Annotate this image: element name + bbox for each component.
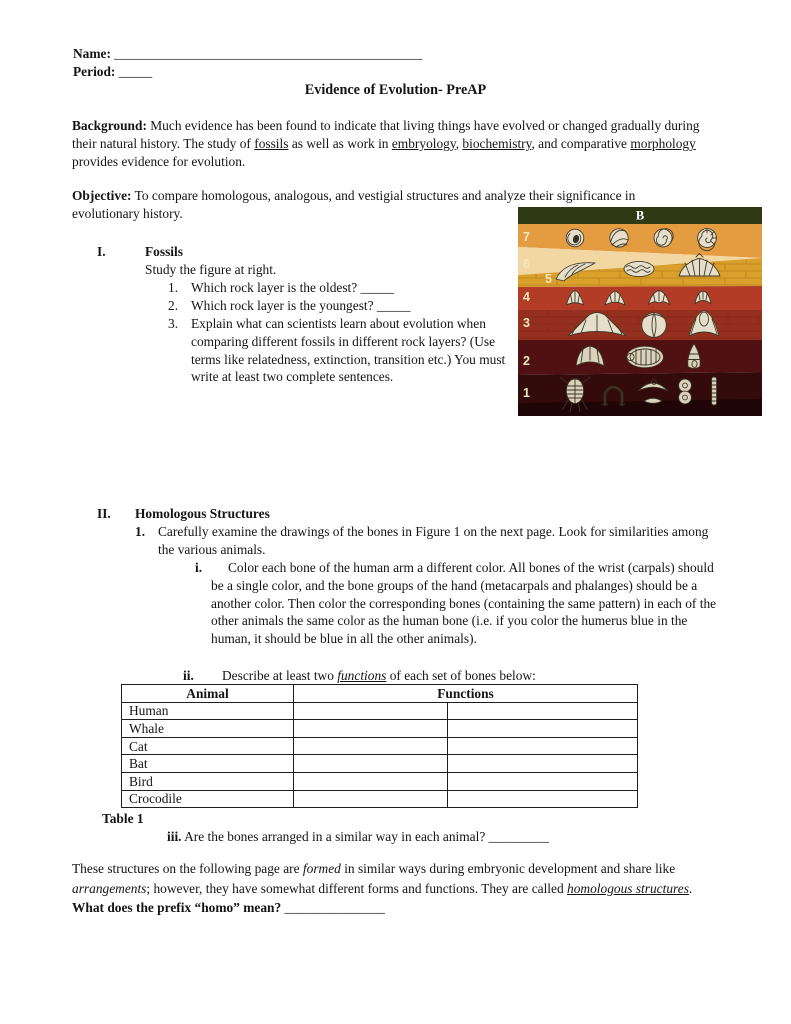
period-label: Period: (73, 64, 116, 79)
text-segment: fossils (254, 135, 289, 151)
rock-layers-fossil-figure (518, 207, 762, 416)
text-segment: Background: (72, 118, 147, 133)
animal-cell: Bird (122, 772, 294, 790)
fossil-trilobite-oval (627, 346, 664, 368)
text-segment: To compare homologous, analogous, and vestigial structures and analyze their significance in evolutionary history. (72, 188, 636, 221)
layer-number-3: 3 (523, 316, 530, 330)
sub-item-i-text: Color each bone of the human arm a different color. All bones of the wrist (carpals) should be a single color, and the bone groups of the hand (metacarpals and phalanges) should be a another color. Then color the corresponding bones (containing the same pattern) in each of the other animals the same color as the human bone (i.e. if you color the humerus blue in the human, it should be blue in all the other animals). (211, 560, 717, 647)
text-segment: functions (337, 668, 387, 683)
question2-number: 2. (168, 298, 179, 313)
section2-item1-number: 1. (135, 524, 146, 539)
column-header-functions: Functions (294, 685, 638, 703)
layer-number-6: 6 (523, 257, 530, 271)
background-paragraph (72, 117, 727, 170)
fossil-honeycomb-coral (624, 261, 654, 276)
table-header-row (122, 685, 638, 703)
functions-cell[interactable] (294, 755, 448, 773)
animal-cell: Crocodile (122, 790, 294, 808)
functions-cell[interactable] (294, 772, 448, 790)
column-header-animal: Animal (122, 685, 294, 703)
page-title: Evidence of Evolution- PreAP (304, 82, 487, 98)
section1-numeral: I. (97, 244, 106, 259)
name-blank[interactable]: ______________________________________________ (114, 46, 423, 61)
fossil-turban-snail (610, 229, 628, 247)
text-segment: , (455, 135, 463, 151)
text-segment: Are the bones arranged in a similar way in each animal? (181, 829, 489, 844)
functions-cell[interactable] (448, 737, 638, 755)
period-field-row (73, 63, 152, 81)
table-row-bat (122, 755, 638, 773)
table-row-cat (122, 737, 638, 755)
section1-intro: Study the figure at right. (145, 262, 277, 277)
layer-number-4: 4 (523, 290, 530, 304)
layer-number-7: 7 (523, 230, 530, 244)
period-blank[interactable]: _____ (118, 64, 153, 79)
animal-cell: Human (122, 702, 294, 720)
functions-cell[interactable] (448, 755, 638, 773)
closing-paragraph (72, 859, 712, 918)
question1-blank[interactable]: _____ (360, 280, 395, 295)
text-segment: of each set of bones below: (386, 668, 536, 683)
text-segment: provides evidence for evolution. (72, 153, 246, 169)
text-segment: These structures on the following page are (72, 861, 303, 876)
text-segment: , and comparative (531, 135, 631, 151)
question1 (191, 279, 394, 297)
sub-item-ii-number: ii. (183, 668, 194, 683)
similar-way-answer-blank[interactable]: _________ (488, 829, 549, 844)
table-row-human (122, 702, 638, 720)
functions-cell[interactable] (448, 720, 638, 738)
section2-numeral: II. (97, 506, 111, 521)
layer4-band (518, 286, 762, 310)
name-field-row (73, 45, 422, 63)
question2-text: Which rock layer is the youngest? (191, 298, 377, 313)
fossil-nummulite (566, 229, 584, 247)
text-segment: What does the prefix “homo” mean? (72, 900, 282, 915)
question1-text: Which rock layer is the oldest? (191, 280, 361, 295)
table-row-whale (122, 720, 638, 738)
text-segment: ; however, they have somewhat different forms and functions. They are called (146, 880, 568, 896)
text-segment: Describe at least two (222, 668, 338, 683)
functions-cell[interactable] (294, 737, 448, 755)
text-segment: homologous structures (567, 880, 689, 896)
table-caption: Table 1 (102, 811, 144, 826)
text-segment: Much evidence has been found to indicate that living things have evolved or changed gradually during their natural history. The study of (72, 118, 700, 151)
animal-cell: Bat (122, 755, 294, 773)
text-segment: biochemistry (462, 135, 532, 151)
fossil-orthocone-rod (712, 377, 717, 405)
text-segment: formed (302, 861, 341, 876)
homologous-functions-table (121, 684, 638, 808)
layer-number-1: 1 (523, 386, 530, 400)
section2-heading: Homologous Structures (135, 506, 270, 521)
layer-number-5: 5 (545, 272, 552, 286)
homo-answer-blank[interactable]: _______________ (284, 900, 385, 915)
figure-label: B (635, 208, 645, 223)
functions-cell[interactable] (448, 772, 638, 790)
fossil-ammonite (698, 229, 717, 251)
text-segment: in similar ways during embryonic development and share like (340, 861, 676, 876)
fossil-productid-shell (642, 313, 667, 338)
text-segment: morphology (630, 135, 696, 151)
question1-number: 1. (168, 280, 179, 295)
section1-heading: Fossils (145, 244, 183, 259)
name-label: Name: (73, 46, 111, 61)
animal-cell: Cat (122, 737, 294, 755)
text-segment: embryology (391, 135, 456, 151)
animal-cell: Whale (122, 720, 294, 738)
sub-item-iii-text (167, 828, 627, 846)
layer3-band (518, 310, 762, 340)
layer-number-2: 2 (523, 354, 530, 368)
text-segment: arrangements (72, 880, 147, 896)
question3-number: 3. (168, 316, 179, 331)
text-segment: Objective: (72, 188, 132, 203)
section2-item1-text: Carefully examine the drawings of the bones in Figure 1 on the next page. Look for similarities among the various animals. (158, 524, 709, 557)
table-row-bird (122, 772, 638, 790)
sub-item-ii-text (222, 667, 720, 685)
question3-text: Explain what can scientists learn about evolution when comparing different fossils in different rock layers? (Use terms like relatedness, extinction, transition etc.) You must write at least two complete sentences. (191, 316, 506, 385)
text-segment: iii. (167, 829, 182, 844)
table-row-crocodile (122, 790, 638, 808)
text-segment: . (688, 880, 693, 896)
question2-blank[interactable]: _____ (376, 298, 411, 313)
text-segment: as well as work in (288, 135, 392, 151)
question2 (191, 297, 410, 315)
functions-cell[interactable] (294, 790, 448, 808)
functions-cell[interactable] (448, 790, 638, 808)
functions-cell[interactable] (448, 702, 638, 720)
functions-cell[interactable] (294, 720, 448, 738)
functions-cell[interactable] (294, 702, 448, 720)
sub-item-i-number: i. (195, 560, 203, 575)
